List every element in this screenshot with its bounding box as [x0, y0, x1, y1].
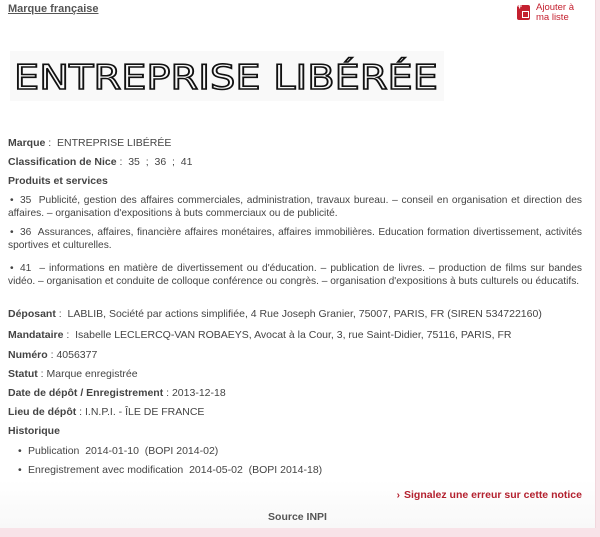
field-value: LABLIB, Société par actions simplifiée, 4 Rue Joseph Granier, 75007, PARIS, FR (SIREN 534722160) — [67, 308, 542, 320]
field-value: Isabelle LECLERCQ-VAN ROBAEYS, Avocat à la Cour, 3, rue Saint-Didier, 75116, PARIS, FR — [75, 329, 512, 341]
field-label: Statut — [8, 368, 38, 380]
handwritten-logo — [10, 51, 444, 101]
history-item: • Enregistrement avec modification 2014-05-02 (BOPI 2014-18) — [18, 464, 323, 476]
field-label: Déposant — [8, 308, 56, 320]
product-class-item: • 36 Assurances, affaires, financière affaires monétaires, affaires immobilières. Education formation divertissement, activités sportives et culturelles. — [8, 227, 585, 251]
field-label: Marque — [8, 137, 46, 149]
field-lieu-depot: Lieu de dépôt : I.N.P.I. - ÎLE DE FRANCE — [8, 406, 205, 418]
field-value: ENTREPRISE LIBÉRÉE — [57, 137, 172, 149]
category-link[interactable]: Marque française — [8, 3, 99, 15]
add-to-list-icon — [517, 5, 530, 20]
product-class-item: • 41 – informations en matière de divertissement ou d'éducation. – publication de livres. – production de films sur bandes vidéo. – organisation et conduite de colloque conférence ou congrès. – organisation d'expositions à buts culturels ou éducatifs. — [8, 263, 585, 287]
field-value: 2013-12-18 — [171, 387, 226, 399]
historique-heading: Historique — [8, 425, 60, 437]
field-value: 35 ; 36 ; 41 — [128, 156, 193, 168]
field-label: Classification de Nice — [8, 156, 117, 168]
products-services-heading: Produits et services — [8, 175, 108, 187]
bullet: • — [10, 263, 14, 274]
product-class-item: • 35 Publicité, gestion des affaires commerciales, administration, travaux bureau. – conseil en organisation et direction des affaires. – organisation d'expositions à buts commerciaux ou de publicité. — [8, 195, 585, 219]
source-label: Source INPI — [268, 511, 327, 523]
trademark-logo-image — [10, 51, 444, 101]
field-value: Marque enregistrée — [46, 368, 138, 380]
svg-text:ENTREPRISE LIBÉRÉE: ENTREPRISE LIBÉRÉE — [14, 58, 376, 98]
field-value: I.N.P.I. - ÎLE DE FRANCE — [85, 406, 205, 418]
field-label: Lieu de dépôt — [8, 406, 77, 418]
history-item: • Publication 2014-01-10 (BOPI 2014-02) — [18, 445, 219, 457]
field-numero: Numéro : 4056377 — [8, 349, 98, 361]
field-label: Date de dépôt / Enregistrement — [8, 387, 164, 399]
bullet: • — [10, 227, 14, 238]
field-label: Numéro — [8, 349, 48, 361]
field-marque: Marque : ENTREPRISE LIBÉRÉE — [8, 137, 172, 149]
chevron-right-icon: › — [396, 490, 401, 501]
field-value: 4056377 — [56, 349, 98, 361]
field-mandataire: Mandataire : Isabelle LECLERCQ-VAN ROBAEYS, Avocat à la Cour, 3, rue Saint-Didier, 75116, PARIS, FR — [8, 329, 512, 341]
bullet: • — [18, 464, 22, 476]
report-error-link[interactable]: › Signalez une erreur sur cette notice — [396, 489, 582, 501]
field-statut: Statut : Marque enregistrée — [8, 368, 138, 380]
field-nice: Classification de Nice : 35 ; 36 ; 41 — [8, 156, 193, 168]
field-date-depot: Date de dépôt / Enregistrement : 2013-12-18 — [8, 387, 226, 399]
bullet: • — [10, 195, 14, 206]
bullet: • — [18, 445, 22, 457]
field-label: Mandataire — [8, 329, 64, 341]
add-to-list-label: Ajouter à ma liste — [536, 2, 575, 23]
field-deposant: Déposant : LABLIB, Société par actions simplifiée, 4 Rue Joseph Granier, 75007, PARIS, FR (SIREN 534722160) — [8, 308, 542, 320]
add-to-list-button[interactable] — [517, 3, 580, 23]
